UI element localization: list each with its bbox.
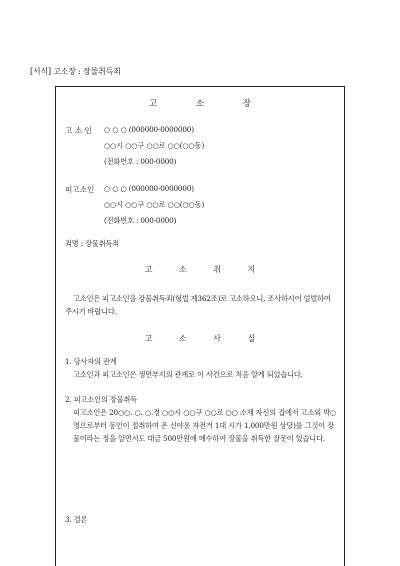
accused-label: 피고소인 bbox=[65, 185, 95, 194]
section-body-acquisition: 피고소인은 20○○. ○. ○.경 ○○시 ○○구 ○○로 ○○ 소재 자신의 집에서 고소외 박○영으로부터 동인이 절취하여 온 신야용 자전거 1대 시가 1,000만원 상당)를 그것이 장물이라는 정을 알면서도 대금 500만원에 매수하여 장물을 취득한 잘못이 있습니다. bbox=[73, 408, 337, 443]
accused-phone: (전화번호 : 000-0000) bbox=[104, 216, 177, 225]
complainant-label: 고 소 인 bbox=[65, 126, 92, 135]
accused-name: ○ ○ ○ (000000-0000000) bbox=[104, 184, 194, 193]
complaint-document bbox=[55, 86, 345, 566]
section-heading-relationship: 1. 당사자의 관계 bbox=[65, 357, 117, 366]
purpose-text: 고소인은 피고소인을 장물취득죄(형법 제362조)로 고소하오니, 조사하시어 엄벌하여 주시기 바랍니다. bbox=[65, 294, 331, 316]
complainant-address: ○○시 ○○구 ○○로 ○○(○○동) bbox=[104, 141, 205, 150]
complainant-name: ○ ○ ○ (000000-0000000) bbox=[104, 125, 194, 134]
complainant-phone: (전화번호 : 000-0000) bbox=[104, 157, 177, 166]
accused-address: ○○시 ○○구 ○○로 ○○(○○동) bbox=[104, 200, 205, 209]
document-title: 고 소 장 bbox=[148, 99, 270, 109]
facts-heading: 고 소 사 실 bbox=[144, 334, 268, 343]
section-heading-conclusion: 3. 결론 bbox=[65, 515, 88, 524]
purpose-heading: 고 소 취 지 bbox=[144, 265, 268, 274]
charge-line: 죄명 : 장물취득죄 bbox=[65, 239, 120, 248]
form-caption: [서식] 고소장 : 장물취득죄 bbox=[30, 67, 121, 76]
section-heading-acquisition: 2. 피고소인의 장물취득 bbox=[65, 395, 137, 404]
section-body-relationship: 고소인과 피고소인은 생면부지의 관계로 이 사건으로 처음 알게 되었습니다. bbox=[73, 370, 303, 379]
